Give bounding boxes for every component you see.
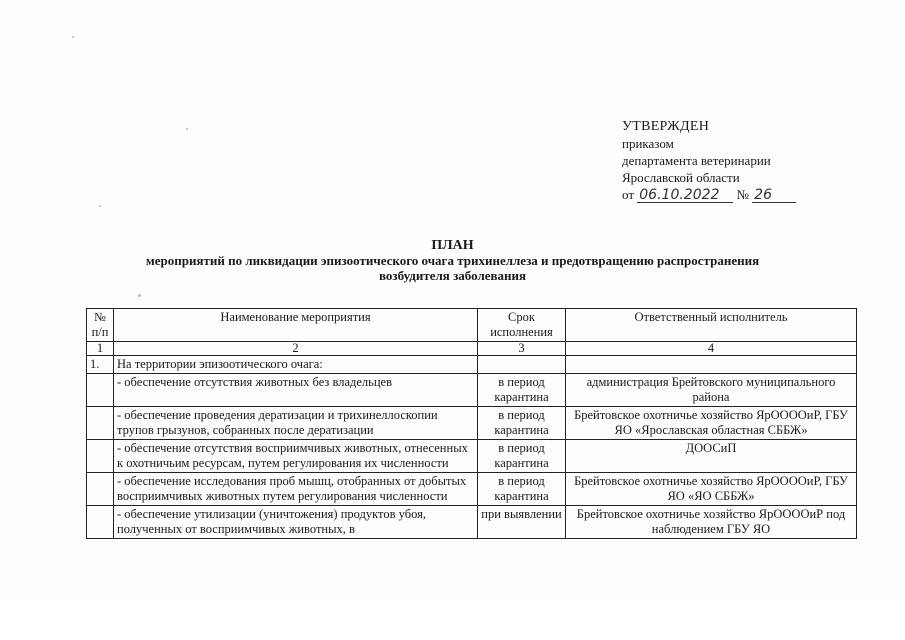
table-row: [87, 506, 857, 539]
section-number: 1.: [87, 356, 114, 374]
approval-stamp-block: [622, 118, 796, 203]
column-number: 1: [87, 342, 114, 356]
header-term: Срок исполнения: [478, 309, 566, 342]
scan-speck: [186, 128, 188, 130]
row-responsible: Брейтовское охотничье хозяйство ЯрООООиР под наблюдением ГБУ ЯО: [566, 506, 857, 539]
row-term: в период карантина: [478, 407, 566, 440]
row-responsible: администрация Брейтовского муниципального района: [566, 374, 857, 407]
row-num-empty: [87, 374, 114, 407]
table-header-row: [87, 309, 857, 342]
handwritten-number: 26: [752, 188, 796, 203]
row-measure: - обеспечение исследования проб мышц, отобранных от добытых восприимчивых животных путем регулирования численности: [114, 473, 478, 506]
header-num: № п/п: [87, 309, 114, 342]
column-number: 4: [566, 342, 857, 356]
table-row: [87, 407, 857, 440]
from-label: от: [622, 187, 635, 202]
table-row: [87, 440, 857, 473]
number-label: №: [736, 187, 749, 202]
row-term: в период карантина: [478, 440, 566, 473]
scan-speck: [138, 294, 141, 297]
row-num-empty: [87, 506, 114, 539]
row-responsible: ДООСиП: [566, 440, 857, 473]
column-number: 2: [114, 342, 478, 356]
approval-order-line: приказом: [622, 136, 674, 151]
approved-label: УТВЕРЖДЕН: [622, 119, 710, 134]
table-row: [87, 374, 857, 407]
column-number: 3: [478, 342, 566, 356]
row-num-empty: [87, 473, 114, 506]
header-responsible: Ответственный исполнитель: [566, 309, 857, 342]
column-number-row: [87, 342, 857, 356]
table-row: [87, 473, 857, 506]
row-term: в период карантина: [478, 473, 566, 506]
section-resp-empty: [566, 356, 857, 374]
section-title: На территории эпизоотического очага:: [114, 356, 478, 374]
row-measure: - обеспечение проведения дератизации и трихинеллоскопии трупов грызунов, собранных после дератизации: [114, 407, 478, 440]
approval-date-number-line: [622, 186, 796, 203]
plan-table: [86, 308, 857, 539]
row-term: при выявлении: [478, 506, 566, 539]
row-measure: - обеспечение отсутствия животных без владельцев: [114, 374, 478, 407]
section-row: [87, 356, 857, 374]
document-heading: [0, 238, 905, 283]
plan-subtitle-line-1: мероприятий по ликвидации эпизоотического очага трихинеллеза и предотвращению распространения: [145, 253, 760, 268]
plan-title: ПЛАН: [431, 238, 474, 253]
scan-speck: [72, 36, 74, 38]
handwritten-date: 06.10.2022: [637, 188, 733, 203]
plan-subtitle-line-2: возбудителя заболевания: [378, 268, 527, 283]
scan-speck: [99, 205, 101, 207]
section-term-empty: [478, 356, 566, 374]
row-measure: - обеспечение отсутствия восприимчивых животных, отнесенных к охотничьим ресурсам, путем регулирования их численности: [114, 440, 478, 473]
row-term: в период карантина: [478, 374, 566, 407]
approval-department-line: департамента ветеринарии: [622, 153, 771, 168]
header-name: Наименование мероприятия: [114, 309, 478, 342]
page-bottom-edge: [0, 600, 905, 640]
approval-region-line: Ярославской области: [622, 170, 740, 185]
row-responsible: Брейтовское охотничье хозяйство ЯрООООиР, ГБУ ЯО «Ярославская областная СББЖ»: [566, 407, 857, 440]
row-num-empty: [87, 407, 114, 440]
row-num-empty: [87, 440, 114, 473]
row-measure: - обеспечение утилизации (уничтожения) продуктов убоя, полученных от восприимчивых животных, в: [114, 506, 478, 539]
row-responsible: Брейтовское охотничье хозяйство ЯрООООиР, ГБУ ЯО «ЯО СББЖ»: [566, 473, 857, 506]
